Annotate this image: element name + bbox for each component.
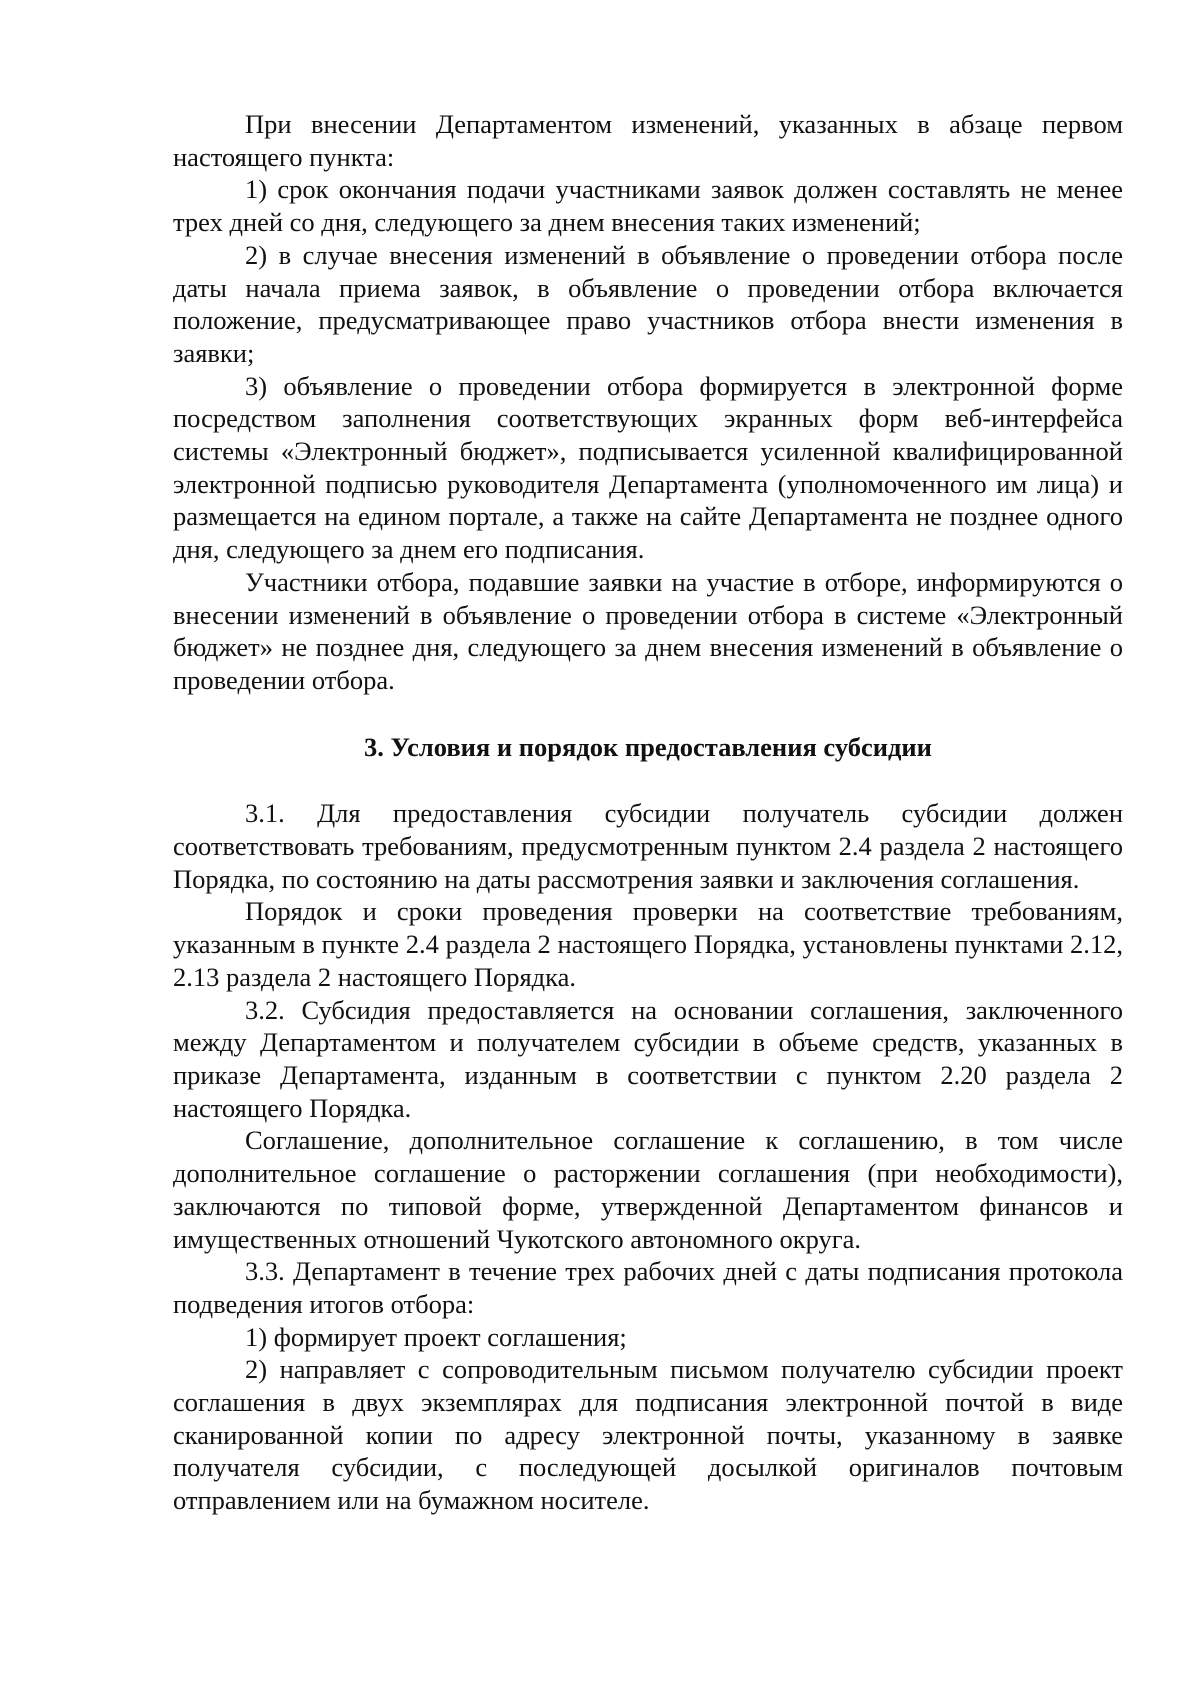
paragraph: При внесении Департаментом изменений, указанных в абзаце первом настоящего пункта: [173,109,1123,172]
paragraph: 1) срок окончания подачи участниками заявок должен составлять не менее трех дней со дня, следующего за днем внесения таких изменений; [173,174,1123,238]
paragraph: 1) формирует проект соглашения; [245,1321,627,1352]
paragraph: 3) объявление о проведении отбора формируется в электронной форме посредством заполнения соответствующих экранных форм веб-интерфейса системы «Электронный бюджет», подписывается усиленной квалифицированной электронной подписью руководителя Департамента (уполномоченного им лица) и размещается на едином портале, а также на сайте Департамента не позднее одного дня, следующего за днем его подписания. [173,370,1123,565]
section-heading: 3. Условия и порядок предоставления субсидии [364,731,932,762]
paragraph: 3.2. Субсидия предоставляется на основании соглашения, заключенного между Департаментом и получателем субсидии в объеме средств, указанных в приказе Департамента, изданным в соответствии с пунктом 2.20 раздела 2 настоящего Порядка. [173,994,1123,1123]
paragraph: 2) направляет с сопроводительным письмом получателю субсидии проект соглашения в двух экземплярах для подписания электронной почтой в виде сканированной копии по адресу электронной почты, указанному в заявке получателя субсидии, с последующей досылкой оригиналов почтовым отправлением или на бумажном носителе. [173,1354,1123,1516]
paragraph: 3.1. Для предоставления субсидии получатель субсидии должен соответствовать требованиям, предусмотренным пунктом 2.4 раздела 2 настоящего Порядка, по состоянию на даты рассмотрения заявки и заключения соглашения. [173,798,1123,894]
paragraph: Участники отбора, подавшие заявки на участие в отборе, информируются о внесении изменений в объявление о проведении отбора в системе «Электронный бюджет» не позднее дня, следующего за днем внесения изменений в объявление о проведении отбора. [173,566,1123,695]
spacer [173,763,1123,797]
document-page [173,108,1123,1517]
paragraph: Соглашение, дополнительное соглашение к соглашению, в том числе дополнительное соглашение о расторжении соглашения (при необходимости), заключаются по типовой форме, утвержденной Департаментом финансов и имущественных отношений Чукотского автономного округа. [173,1125,1123,1254]
paragraph: 3.3. Департамент в течение трех рабочих дней с даты подписания протокола подведения итогов отбора: [173,1256,1123,1319]
paragraph: Порядок и сроки проведения проверки на соответствие требованиям, указанным в пункте 2.4 раздела 2 настоящего Порядка, установлены пунктами 2.12, 2.13 раздела 2 настоящего Порядка. [173,896,1123,992]
paragraph: 2) в случае внесения изменений в объявление о проведении отбора после даты начала приема заявок, в объявление о проведении отбора включается положение, предусматривающее право участников отбора внести изменения в заявки; [173,239,1123,368]
spacer [173,697,1123,731]
